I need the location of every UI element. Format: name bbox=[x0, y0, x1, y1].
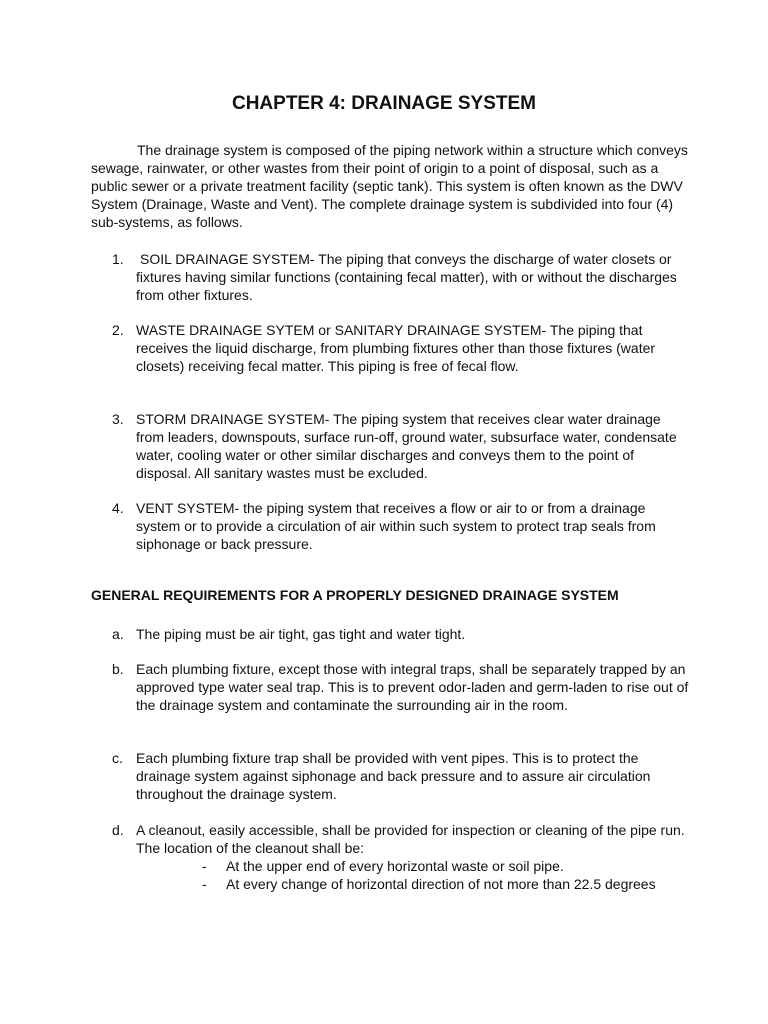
subsystem-item-storm bbox=[91, 410, 691, 482]
requirement-item-a bbox=[91, 625, 691, 643]
requirement-item-c bbox=[91, 749, 691, 803]
subsystem-item-soil bbox=[91, 250, 691, 304]
list-item-text: Each plumbing fixture trap shall be provided with vent pipes. This is to protect the drainage system against siphonage and back pressure and to assure air circulation throughout the drainage system. bbox=[136, 750, 651, 802]
list-item-text: STORM DRAINAGE SYSTEM- The piping system that receives clear water drainage from leaders, downspouts, surface run-off, ground water, subsurface water, condensate water, cooling water or other similar discharges and conveys them to the point of disposal. All sanitary wastes must be excluded. bbox=[136, 411, 677, 481]
list-item-text: The piping must be air tight, gas tight and water tight. bbox=[136, 626, 466, 642]
cleanout-location-item bbox=[202, 875, 682, 893]
list-marker: 1. bbox=[112, 251, 124, 267]
list-marker: a. bbox=[112, 626, 124, 642]
sub-item-text: At every change of horizontal direction of not more than 22.5 degrees bbox=[226, 876, 656, 892]
dash-marker: - bbox=[202, 858, 207, 874]
list-item-text: VENT SYSTEM- the piping system that receives a flow or air to or from a drainage system or to provide a circulation of air within such system to protect trap seals from siphonage or back pressure. bbox=[136, 500, 656, 552]
list-marker: d. bbox=[112, 822, 124, 838]
subsystem-item-waste bbox=[91, 321, 691, 375]
list-marker: 2. bbox=[112, 322, 124, 338]
list-item-text: A cleanout, easily accessible, shall be provided for inspection or cleaning of the pipe run. The location of the cleanout shall be: bbox=[136, 822, 685, 856]
subsystem-item-vent bbox=[91, 499, 691, 553]
sub-item-text: At the upper end of every horizontal waste or soil pipe. bbox=[226, 858, 564, 874]
list-item-text: SOIL DRAINAGE SYSTEM- The piping that conveys the discharge of water closets or fixtures having similar functions (containing fecal matter), with or without the discharges from other fixtures. bbox=[136, 251, 677, 303]
section-heading: GENERAL REQUIREMENTS FOR A PROPERLY DESIGNED DRAINAGE SYSTEM bbox=[91, 587, 619, 603]
list-marker: 3. bbox=[112, 411, 124, 427]
cleanout-location-item bbox=[202, 857, 682, 875]
list-marker: 4. bbox=[112, 500, 124, 516]
list-marker: b. bbox=[112, 661, 124, 677]
list-item-text: Each plumbing fixture, except those with integral traps, shall be separately trapped by an approved type water seal trap. This is to prevent odor-laden and germ-laden to rise out of the drainage system and contaminate the surrounding air in the room. bbox=[136, 661, 689, 713]
intro-paragraph: The drainage system is composed of the piping network within a structure which conveys sewage, rainwater, or other wastes from their point of origin to a point of disposal, such as a public sewer or a private treatment facility (septic tank). This system is often known as the DWV System (Drainage, Waste and Vent). The complete drainage system is subdivided into four (4) sub-systems, as follows. bbox=[91, 142, 688, 230]
list-marker: c. bbox=[112, 750, 123, 766]
list-item-text: WASTE DRAINAGE SYTEM or SANITARY DRAINAGE SYSTEM- The piping that receives the liquid discharge, from plumbing fixtures other than those fixtures (water closets) receiving fecal matter. This piping is free of fecal flow. bbox=[136, 322, 656, 374]
dash-marker: - bbox=[202, 876, 207, 892]
page-title: CHAPTER 4: DRAINAGE SYSTEM bbox=[231, 93, 537, 114]
requirement-item-d bbox=[91, 821, 691, 857]
requirement-item-b bbox=[91, 660, 691, 714]
